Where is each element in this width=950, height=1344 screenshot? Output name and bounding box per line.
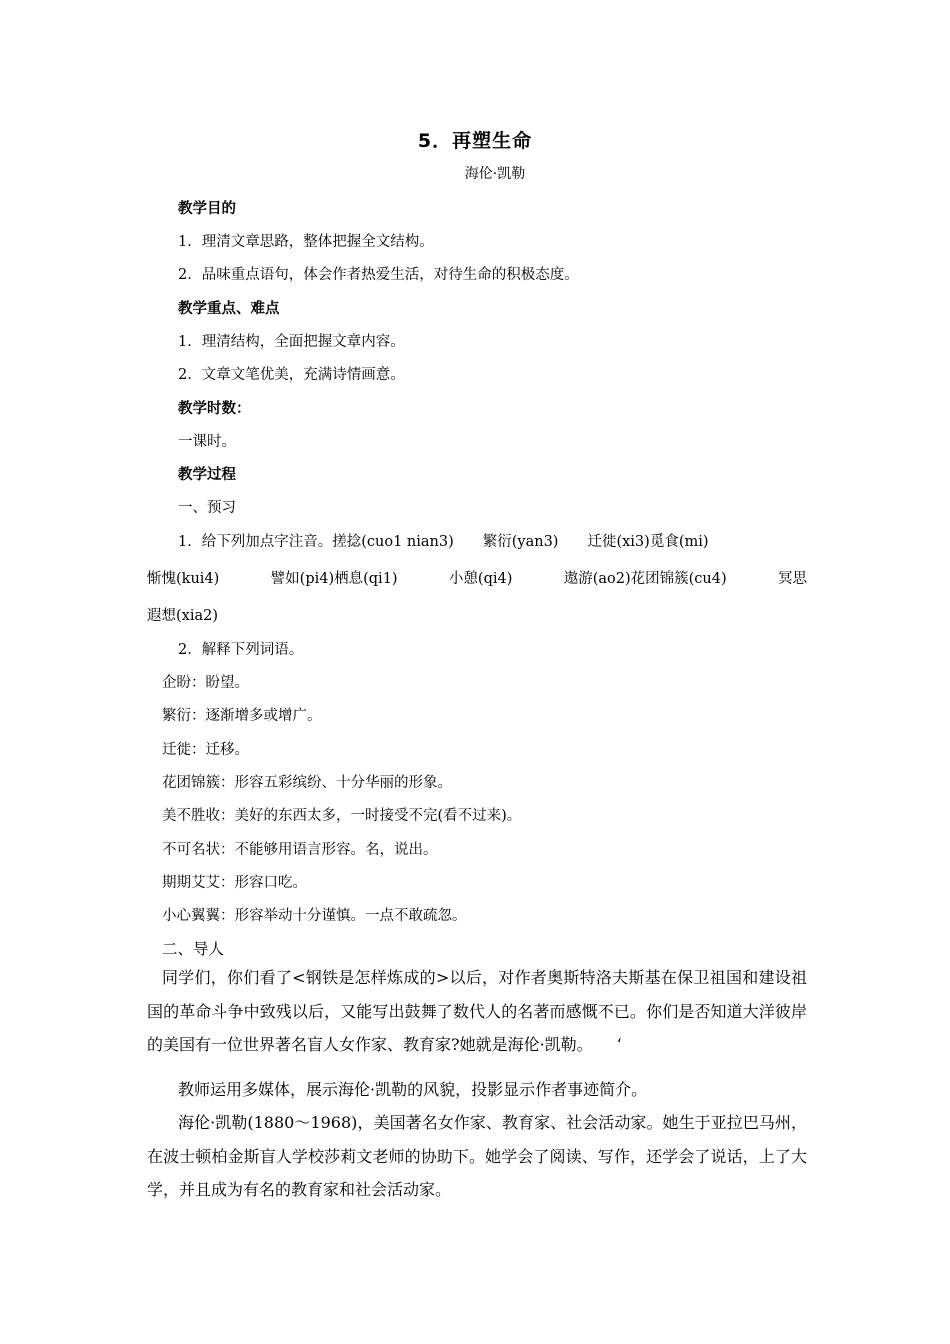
term-item: 企盼：盼望。 (162, 675, 249, 691)
process-heading: 教学过程 (178, 467, 236, 483)
pinyin-row (147, 567, 807, 588)
term-item: 花团锦簇：形容五彩缤纷、十分华丽的形象。 (162, 775, 452, 791)
intro-paragraph: 同学们，你们看了<钢铁是怎样炼成的>以后，对作者奥斯特洛夫斯基在保卫祖国和建设祖国的革命斗争中致残以后，又能写出鼓舞了数代人的名著而感慨不已。你们是否知道大洋彼岸的美国有一位世界著名盲人女作家、教育家?她就是海伦·凯勒。 ‘ (147, 968, 807, 1054)
page-title: 5．再塑生命 (417, 130, 533, 152)
term-item: 繁衍：逐渐增多或增广。 (162, 708, 322, 724)
hours-heading: 教学时数： (178, 401, 251, 417)
intro-heading: 二、导人 (162, 940, 225, 958)
pinyin-word: 冥思 (778, 571, 807, 587)
key-item: 2．文章文笔优美，充满诗情画意。 (178, 367, 405, 383)
explain-heading: 2．解释下列词语。 (178, 642, 304, 658)
pinyin-word: 惭愧(kui4) (147, 571, 220, 587)
pinyin-word: 遨游(ao2)花团锦簇(cu4) (563, 571, 727, 587)
term-item: 美不胜收：美好的东西太多，一时接受不完(看不过来)。 (162, 808, 522, 824)
author-name: 海伦·凯勒 (464, 166, 526, 182)
goal-item: 2．品味重点语句，体会作者热爱生活，对待生命的积极态度。 (178, 267, 579, 283)
term-item: 不可名状：不能够用语言形容。名，说出。 (162, 842, 438, 858)
key-heading: 教学重点、难点 (178, 301, 280, 317)
term-item: 迁徙：迁移。 (162, 742, 249, 758)
goal-item: 1．理清文章思路，整体把握全文结构。 (178, 234, 434, 250)
term-item: 小心翼翼：形容举动十分谨慎。一点不敢疏忽。 (162, 908, 467, 924)
key-item: 1．理清结构，全面把握文章内容。 (178, 334, 405, 350)
media-paragraph: 教师运用多媒体，展示海伦·凯勒的风貌，投影显示作者事迹简介。 (178, 1080, 648, 1099)
goals-heading: 教学目的 (178, 201, 236, 217)
pinyin-row-continued: 遐想(xia2) (147, 608, 218, 624)
hours-value: 一课时。 (178, 434, 236, 450)
term-item: 期期艾艾：形容口吃。 (162, 875, 307, 891)
bio-paragraph: 海伦·凯勒(1880～1968)，美国著名女作家、教育家、社会活动家。她生于亚拉巴马州，在波士顿柏金斯盲人学校莎莉文老师的协助下。她学会了阅读、写作，还学会了说话，上了大学，并且成为有名的教育家和社会活动家。 (147, 1113, 807, 1199)
pinyin-word: 譬如(pi4)栖息(qi1) (270, 571, 398, 587)
pinyin-intro: 1．给下列加点字注音。搓捻(cuo1 nian3) 繁衍(yan3) 迁徙(xi3)觅食(mi) (178, 534, 709, 550)
preview-heading: 一、预习 (178, 500, 236, 516)
pinyin-word: 小憩(qi4) (448, 571, 513, 587)
